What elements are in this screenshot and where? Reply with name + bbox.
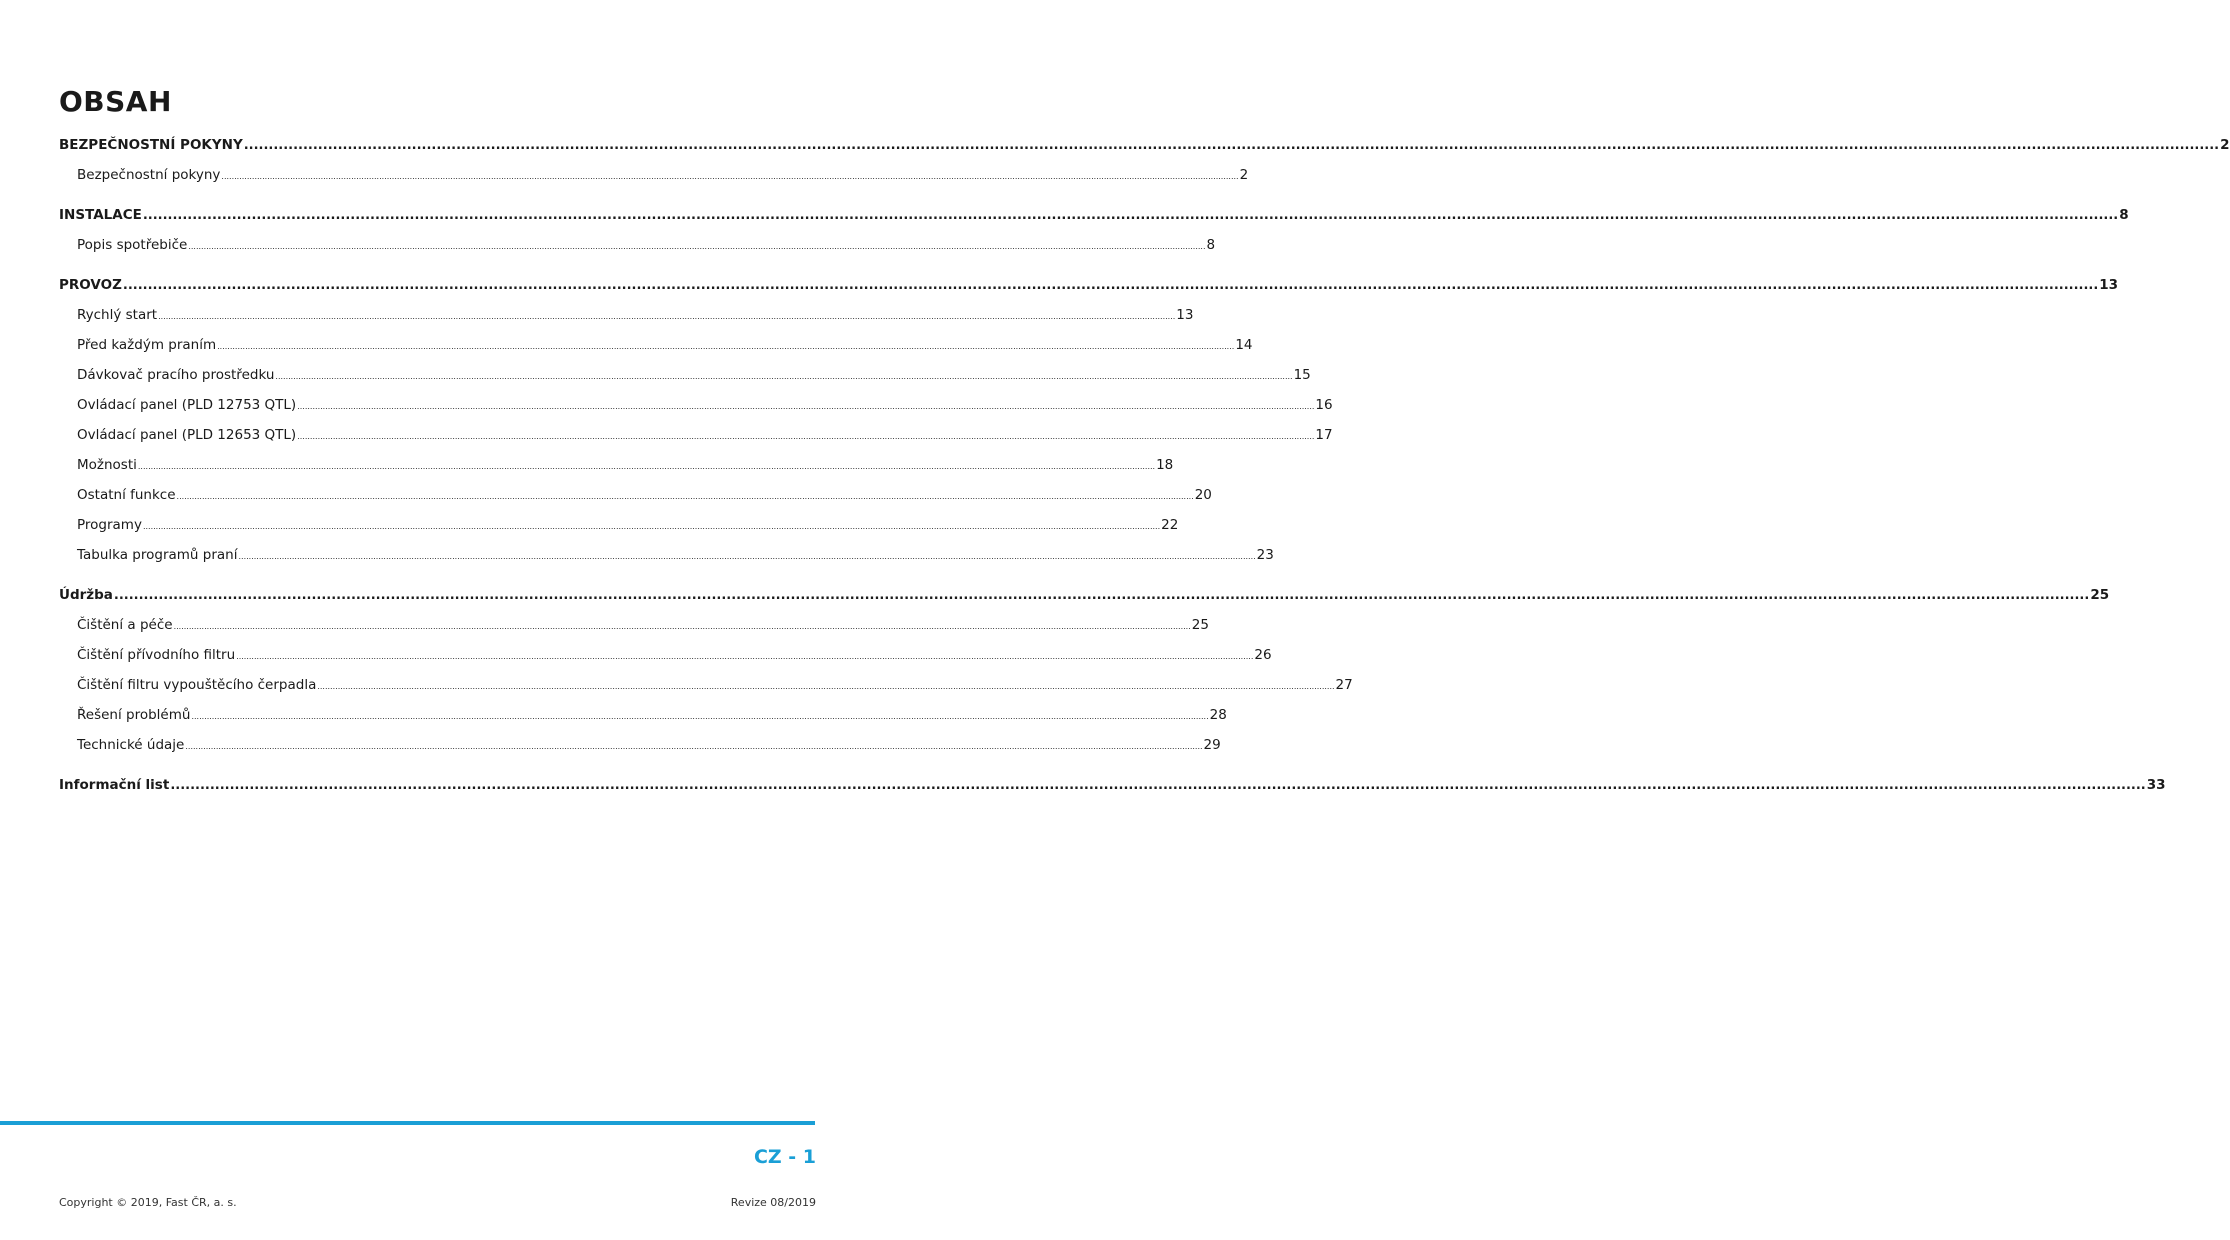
dot-leader: ................................................................................................................................................................................................................................................................................................................................................................................................................	[275, 372, 1293, 381]
page-number: CZ - 1	[753, 1146, 816, 1168]
toc-entry[interactable]	[59, 610, 1209, 640]
revision-label: Revize 08/2019	[730, 1196, 816, 1209]
toc-section-entry[interactable]	[59, 770, 2166, 800]
toc-entry-page: 25	[2090, 587, 2110, 603]
toc-section	[59, 200, 2129, 260]
toc-entry-page: 2	[1239, 167, 1249, 183]
dot-leader: ................................................................................................................................................................................................................................................................................................................................................................................................................	[297, 432, 1315, 441]
toc-entry-label: Technické údaje	[77, 737, 185, 753]
dot-leader: ................................................................................................................................................................................................................................................................................................................................................................................................................	[142, 208, 2119, 223]
copyright-notice: Copyright © 2019, Fast ČR, a. s.	[59, 1196, 237, 1209]
dot-leader: ................................................................................................................................................................................................................................................................................................................................................................................................................	[221, 172, 1239, 181]
toc-entry[interactable]	[59, 160, 1249, 190]
toc-section-entry[interactable]	[59, 130, 2230, 160]
dot-leader: ................................................................................................................................................................................................................................................................................................................................................................................................................	[297, 402, 1315, 411]
dot-leader: ................................................................................................................................................................................................................................................................................................................................................................................................................	[122, 278, 2099, 293]
toc-entry-label: Možnosti	[77, 457, 137, 473]
toc-entry-page: 14	[1235, 337, 1253, 353]
dot-leader: ................................................................................................................................................................................................................................................................................................................................................................................................................	[188, 242, 1206, 251]
dot-leader: ................................................................................................................................................................................................................................................................................................................................................................................................................	[317, 682, 1335, 691]
toc-entry-label: Ostatní funkce	[77, 487, 176, 503]
toc-entry-label: Před každým praním	[77, 337, 217, 353]
toc-entry-page: 13	[2099, 277, 2119, 293]
toc-entry[interactable]	[59, 730, 1221, 760]
toc-entry-label: Rychlý start	[77, 307, 158, 323]
toc-entry-page: 28	[1209, 707, 1227, 723]
toc-section	[59, 130, 2230, 190]
toc-section	[59, 270, 2119, 570]
toc-entry-label: INSTALACE	[59, 207, 142, 223]
toc-entry-label: Bezpečnostní pokyny	[77, 167, 221, 183]
toc-entry-label: Čištění a péče	[77, 617, 173, 633]
toc-entry[interactable]	[59, 300, 1194, 330]
toc-entry-label: Tabulka programů praní	[77, 547, 238, 563]
toc-entry-label: Dávkovač pracího prostředku	[77, 367, 275, 383]
page-title: OBSAH	[59, 85, 172, 118]
table-of-contents	[59, 130, 2230, 810]
toc-entry[interactable]	[59, 420, 1333, 450]
toc-entry-page: 29	[1203, 737, 1221, 753]
dot-leader: ................................................................................................................................................................................................................................................................................................................................................................................................................	[142, 522, 1161, 531]
toc-section	[59, 770, 2166, 800]
toc-entry[interactable]	[59, 450, 1174, 480]
toc-entry-page: 20	[1194, 487, 1212, 503]
toc-entry-label: Programy	[77, 517, 142, 533]
dot-leader: ................................................................................................................................................................................................................................................................................................................................................................................................................	[158, 312, 1176, 321]
toc-entry-label: PROVOZ	[59, 277, 122, 293]
toc-entry-label: Řešení problémů	[77, 707, 191, 723]
toc-entry[interactable]	[59, 330, 1253, 360]
dot-leader: ................................................................................................................................................................................................................................................................................................................................................................................................................	[191, 712, 1209, 721]
toc-entry[interactable]	[59, 700, 1227, 730]
toc-entry-page: 8	[1206, 237, 1216, 253]
dot-leader: ................................................................................................................................................................................................................................................................................................................................................................................................................	[238, 552, 1256, 561]
toc-entry-page: 23	[1256, 547, 1274, 563]
dot-leader: ................................................................................................................................................................................................................................................................................................................................................................................................................	[236, 652, 1254, 661]
toc-entry-page: 26	[1254, 647, 1272, 663]
toc-section-entry[interactable]	[59, 580, 2110, 610]
toc-entry[interactable]	[59, 390, 1333, 420]
toc-entry-page: 13	[1176, 307, 1194, 323]
toc-entry-page: 33	[2146, 777, 2166, 793]
toc-entry[interactable]	[59, 670, 1353, 700]
toc-section-entry[interactable]	[59, 200, 2129, 230]
toc-entry-page: 16	[1315, 397, 1333, 413]
toc-entry-page: 2	[2220, 137, 2230, 153]
toc-entry-label: Údržba	[59, 587, 113, 603]
toc-entry[interactable]	[59, 540, 1274, 570]
toc-entry-label: Informační list	[59, 777, 170, 793]
toc-entry-page: 18	[1156, 457, 1174, 473]
footer-divider	[0, 1121, 815, 1125]
toc-entry-label: Ovládací panel (PLD 12653 QTL)	[77, 427, 297, 443]
dot-leader: ................................................................................................................................................................................................................................................................................................................................................................................................................	[173, 622, 1191, 631]
toc-section-entry[interactable]	[59, 270, 2119, 300]
toc-entry[interactable]	[59, 230, 1216, 260]
toc-entry-page: 22	[1161, 517, 1179, 533]
toc-section	[59, 580, 2110, 760]
toc-entry[interactable]	[59, 360, 1311, 390]
toc-entry[interactable]	[59, 480, 1212, 510]
dot-leader: ................................................................................................................................................................................................................................................................................................................................................................................................................	[113, 588, 2090, 603]
toc-entry-page: 15	[1293, 367, 1311, 383]
toc-entry-label: Ovládací panel (PLD 12753 QTL)	[77, 397, 297, 413]
toc-entry-label: BEZPEČNOSTNÍ POKYNY	[59, 137, 243, 153]
toc-entry[interactable]	[59, 640, 1272, 670]
dot-leader: ................................................................................................................................................................................................................................................................................................................................................................................................................	[185, 742, 1203, 751]
toc-entry-page: 25	[1191, 617, 1209, 633]
toc-entry-page: 17	[1315, 427, 1333, 443]
toc-entry-label: Čištění filtru vypouštěcího čerpadla	[77, 677, 317, 693]
toc-entry-label: Čištění přívodního filtru	[77, 647, 236, 663]
dot-leader: ................................................................................................................................................................................................................................................................................................................................................................................................................	[243, 138, 2220, 153]
toc-entry-page: 8	[2119, 207, 2129, 223]
dot-leader: ................................................................................................................................................................................................................................................................................................................................................................................................................	[170, 778, 2146, 793]
toc-entry-page: 27	[1335, 677, 1353, 693]
toc-entry-label: Popis spotřebiče	[77, 237, 188, 253]
dot-leader: ................................................................................................................................................................................................................................................................................................................................................................................................................	[137, 462, 1156, 471]
dot-leader: ................................................................................................................................................................................................................................................................................................................................................................................................................	[217, 342, 1235, 351]
toc-entry[interactable]	[59, 510, 1179, 540]
dot-leader: ................................................................................................................................................................................................................................................................................................................................................................................................................	[176, 492, 1194, 501]
